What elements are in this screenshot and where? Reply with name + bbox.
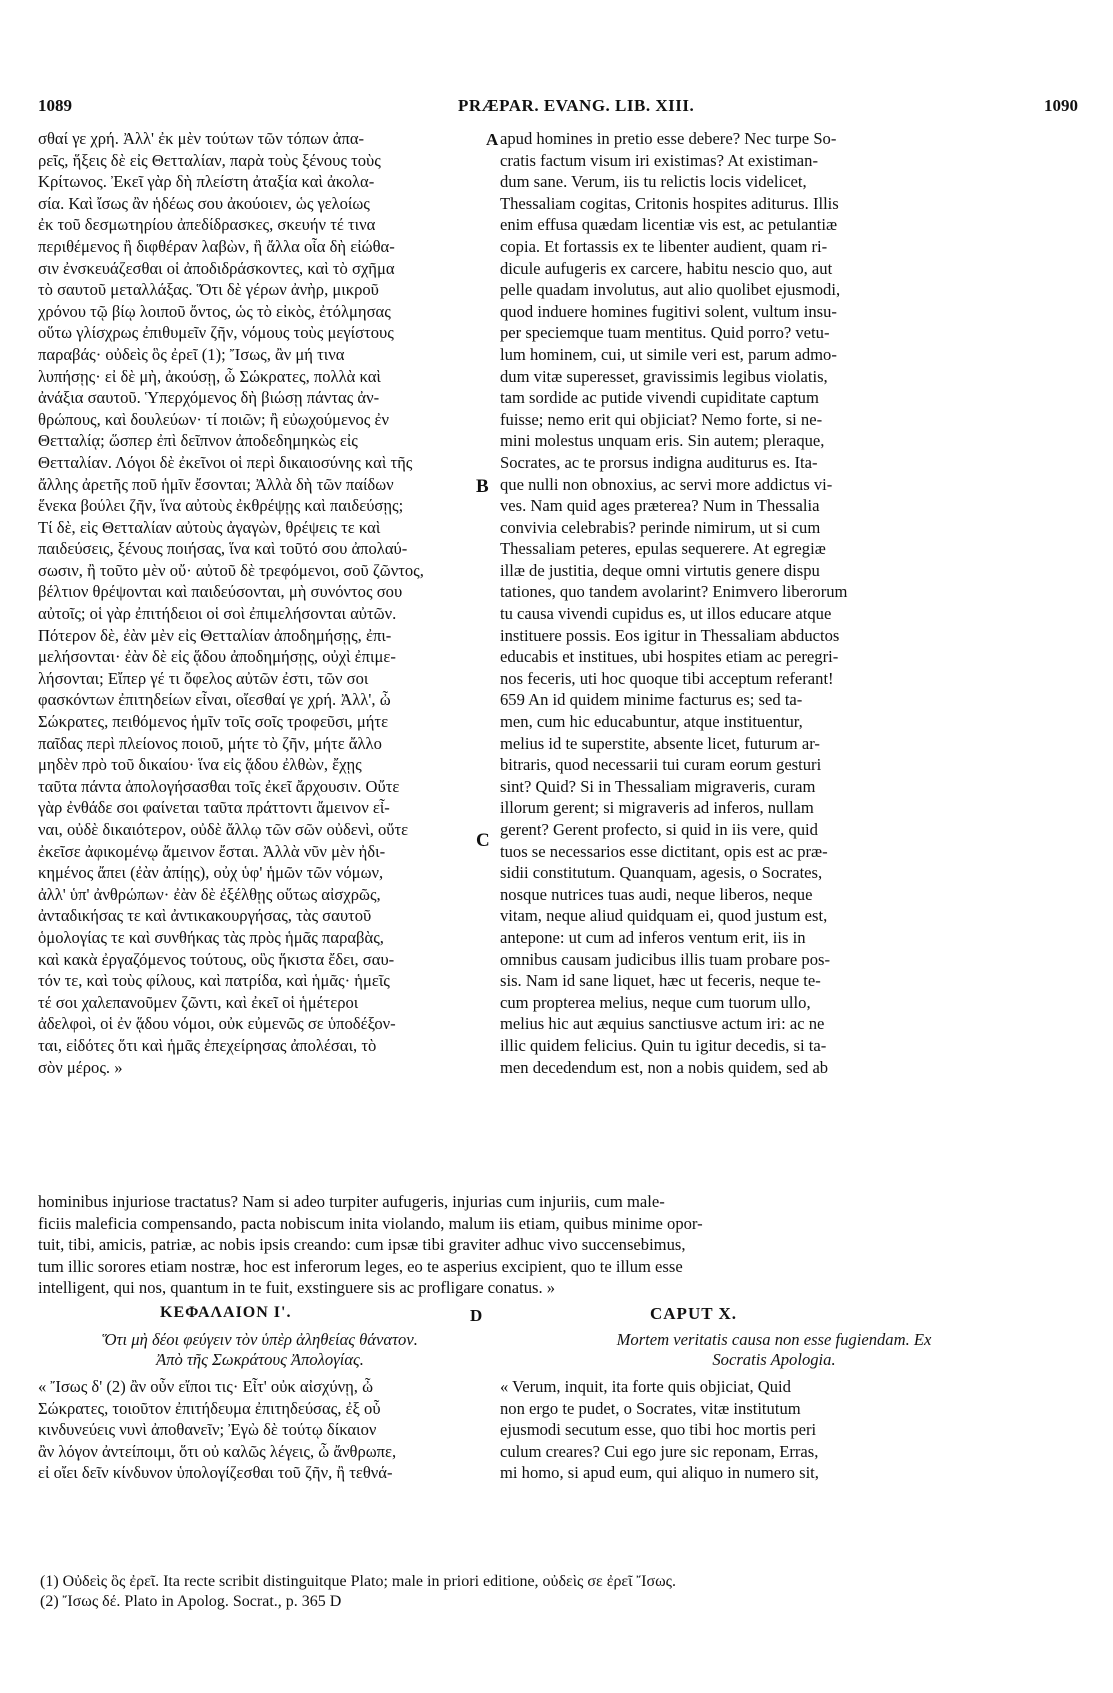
- latin-text-line: dum vitæ superesset, gravissimis legibus violatis,: [500, 366, 828, 386]
- greek-chapter-subtitle: [40, 1330, 480, 1370]
- greek-text-line: ἐκεῖσε ἀφικομένῳ ἄμεινον ἔσται. Ἀλλὰ νῦν μὲν ἠδι-: [38, 841, 386, 861]
- greek-text-line: « Ἴσως δ' (2) ἂν οὖν εἴποι τις· Εἶτ' οὐκ αἰσχύνῃ, ὦ: [38, 1377, 374, 1396]
- latin-text-line: sis. Nam id sane liquet, hæc ut feceris, neque te-: [500, 971, 821, 991]
- greek-text-line: τέ σοι χαλεπανοῦμεν ζῶντι, καὶ ἐκεῖ οἱ ἡμέτεροι: [38, 992, 359, 1012]
- latin-text-line: ejusmodi secutum esse, quo tibi hoc mortis peri: [500, 1420, 817, 1440]
- latin-text-line: hominibus injuriose tractatus? Nam si adeo turpiter aufugeris, injurias cum injuriis, cum male-: [38, 1192, 665, 1211]
- latin-text-line: men, cum hic educabuntur, atque instituentur,: [500, 712, 803, 732]
- latin-text-line: cum propterea melius, neque cum tuorum ullo,: [500, 992, 811, 1012]
- latin-text-line: lum hominem, cui, ut simile veri est, parum admo-: [500, 344, 837, 364]
- greek-text-line: σὸν μέρος. »: [38, 1057, 123, 1077]
- page-number-left: 1089: [38, 96, 72, 115]
- latin-text-line: sint? Quid? Si in Thessaliam migraveris, curam: [500, 776, 816, 796]
- latin-chapter-subtitle: [500, 1330, 1048, 1370]
- latin-text-line: bitraris, quod necessarii tui curam eorum gesturi: [500, 755, 822, 775]
- latin-text-line: fuisse; nemo erit qui objiciat? Nemo forte, si ne-: [500, 409, 823, 429]
- greek-subtitle-line: Ὅτι μὴ δέοι φεύγειν τὸν ὑπὲρ ἀληθείας θάνατον.: [102, 1330, 418, 1349]
- latin-text-line: gerent? Gerent profecto, si quid in iis vere, quid: [500, 820, 818, 839]
- latin-text-line: culum creares? Cui ego jure sic reponam, Erras,: [500, 1441, 819, 1461]
- latin-text-line: instituere possis. Eos igitur in Thessaliam abductos: [500, 625, 840, 645]
- greek-text-line: Πότερον δὲ, ἐὰν μὲν εἰς Θετταλίαν ἀποδημήσῃς, ἐπι-: [38, 625, 392, 645]
- latin-text-line: men decedendum est, non a nobis quidem, sed ab: [500, 1057, 829, 1077]
- greek-text-line: ἄλλης ἀρετῆς ποῦ ἡμῖν ἔσονται; Ἀλλὰ δὴ τῶν παίδων: [38, 474, 394, 494]
- greek-text-line: παιδεύσεις, ξένους ποιήσας, ἵνα καὶ τοῦτό σου ἀπολαύ-: [38, 539, 408, 559]
- greek-text-line: ναι, οὐδὲ δικαιότερον, οὐδὲ ἄλλῳ τῶν σῶν οὐδενὶ, οὔτε: [38, 820, 409, 839]
- greek-text-line: Θετταλίαν. Λόγοι δὲ ἐκεῖνοι οἱ περὶ δικαιοσύνης καὶ τῆς: [38, 452, 413, 472]
- latin-text-line: que nulli non obnoxius, ac servi more addictus vi-: [500, 474, 833, 494]
- latin-text-line: tum illic sorores etiam nostræ, hoc est inferorum leges, eo te asperius excipient, quo te illum esse: [38, 1256, 683, 1276]
- latin-text-line: convivia celebrabis? perinde nimirum, ut si cum: [500, 517, 821, 537]
- latin-text-line: ves. Nam quid ages præterea? Num in Thessalia: [500, 496, 820, 516]
- latin-text-line: apud homines in pretio esse debere? Nec turpe So-: [500, 129, 837, 148]
- latin-text-line: per speciemque tuam mentitus. Quid porro? vetu-: [500, 323, 830, 343]
- greek-text-line: περιθέμενος ἢ διφθέραν λαβὼν, ἢ ἄλλα οἷα δὴ εἰώθα-: [38, 236, 395, 256]
- latin-text-line: « Verum, inquit, ita forte quis objiciat, Quid: [500, 1377, 791, 1396]
- latin-text-line: melius hic aut æquius sanctiusve actum iri: ac ne: [500, 1014, 825, 1034]
- latin-text-line: non ergo te pudet, o Socrates, vitæ institutum: [500, 1398, 801, 1418]
- latin-text-line: vitam, neque aliud quidquam ei, quod justum est,: [500, 906, 828, 926]
- latin-text-line: mini molestus unquam eris. Sin autem; pleraque,: [500, 431, 825, 451]
- latin-text-line: tationes, quo tandem avolarint? Enimvero liberorum: [500, 582, 848, 602]
- latin-subtitle-line: Mortem veritatis causa non esse fugiendam. Ex: [616, 1330, 932, 1349]
- latin-text-line: Thessaliam cogitas, Critonis hospites aditurus. Illis: [500, 193, 839, 213]
- greek-column-chapter: [38, 1376, 484, 1484]
- section-marker-b: B: [476, 476, 489, 497]
- greek-text-line: ἂν λόγον ἀντείποιμι, ὅτι οὐ καλῶς λέγεις, ὦ ἄνθρωπε,: [38, 1441, 397, 1461]
- running-title: PRÆPAR. EVANG. LIB. XIII.: [458, 96, 695, 115]
- greek-column: [38, 128, 484, 1078]
- latin-text-line: antepone: ut cum ad inferos ventum erit, iis in: [500, 927, 806, 947]
- greek-text-line: ἀνταδικήσας τε καὶ ἀντικακουργήσας, τὰς σαυτοῦ: [38, 906, 372, 926]
- greek-text-line: εἰ οἴει δεῖν κίνδυνον ὑπολογίζεσθαι τοῦ ζῆν, ἢ τεθνά-: [38, 1463, 393, 1483]
- latin-subtitle-line: Socratis Apologia.: [712, 1350, 836, 1369]
- latin-text-line: tam sordide ac putide vivendi cupiditate captum: [500, 388, 819, 408]
- section-marker-c: C: [476, 830, 490, 851]
- greek-chapter-heading: ΚΕΦΑΛΑΙΟΝ Ι'.: [160, 1304, 292, 1321]
- greek-text-line: θρώπους, καὶ δουλεύων· τί ποιῶν; ἢ εὐωχούμενος ἐν: [38, 409, 389, 429]
- latin-text-line: nos feceris, uti hoc quoque tibi acceptum referant!: [500, 668, 834, 688]
- greek-text-line: Κρίτωνος. Ἐκεῖ γὰρ δὴ πλείστη ἀταξία καὶ ἀκολα-: [38, 172, 375, 192]
- latin-text-line: Thessaliam peteres, epulas sequerere. At egregiæ: [500, 539, 826, 559]
- greek-text-line: σία. Καὶ ἴσως ἂν ἡδέως σου ἀκούοιεν, ὡς γελοίως: [38, 193, 370, 213]
- greek-text-line: ἕνεκα βούλει ζῆν, ἵνα αὐτοὺς ἐκθρέψῃς καὶ παιδεύσῃς;: [38, 496, 404, 516]
- full-width-passage: [38, 1191, 1078, 1299]
- latin-column-chapter: [500, 1376, 1048, 1484]
- greek-text-line: λήσονται; Εἴπερ γέ τι ὄφελος αὐτῶν ἐστι, τῶν σοι: [38, 668, 369, 688]
- greek-text-line: σθαί γε χρή. Ἀλλ' ἐκ μὲν τούτων τῶν τόπων ἀπα-: [38, 129, 365, 148]
- greek-text-line: λυπήσῃς· εἰ δὲ μὴ, ἀκούσῃ, ὦ Σώκρατες, πολλὰ καὶ: [38, 366, 381, 386]
- latin-text-line: pelle quadam involutus, aut alio quolibet ejusmodi,: [500, 280, 841, 300]
- greek-text-line: μελήσονται· ἐὰν δὲ εἰς ᾅδου ἀποδημήσῃς, οὐχὶ ἐπιμε-: [38, 647, 396, 667]
- greek-text-line: Σώκρατες, τοιοῦτον ἐπιτήδευμα ἐπιτηδεύσας, ἐξ οὗ: [38, 1398, 381, 1418]
- greek-text-line: φασκόντων ἐπιτηδείων εἶναι, οἴεσθαί γε χρή. Ἀλλ', ὦ: [38, 690, 391, 710]
- greek-text-line: Σώκρατες, πειθόμενος ἡμῖν τοῖς σοῖς τροφεῦσι, μήτε: [38, 712, 389, 732]
- section-marker-d: D: [470, 1306, 483, 1325]
- latin-text-line: illorum gerent; si migraveris ad inferos, nullam: [500, 798, 814, 818]
- greek-text-line: τόν τε, καὶ τοὺς φίλους, καὶ πατρίδα, καὶ ἡμᾶς· ἡμεῖς: [38, 971, 390, 991]
- greek-text-line: Τί δὲ, εἰς Θετταλίαν αὐτοὺς ἀγαγὼν, θρέψεις τε καὶ: [38, 517, 381, 537]
- latin-text-line: illæ de justitia, deque omni virtutis genere dispu: [500, 560, 820, 580]
- greek-text-line: ται, εἰδότες ὅτι καὶ ἡμᾶς ἐπεχείρησας ἀπολέσαι, τὸ: [38, 1035, 377, 1055]
- greek-text-line: χρόνου τῷ βίῳ λοιποῦ ὄντος, ὡς τὸ εἰκὸς, ἐτόλμησας: [38, 301, 391, 321]
- greek-text-line: τὸ σαυτοῦ μεταλλάξας. Ὅτι δὲ γέρων ἀνὴρ, μικροῦ: [38, 280, 379, 300]
- greek-text-line: Θετταλίᾳ; ὥσπερ ἐπὶ δεῖπνον ἀποδεδημηκὼς εἰς: [38, 431, 358, 451]
- greek-text-line: ἐκ τοῦ δεσμωτηρίου ἀπεδίδρασκες, σκευήν τέ τινα: [38, 215, 376, 235]
- running-header: [38, 96, 1078, 120]
- latin-chapter-heading: CAPUT X.: [650, 1304, 738, 1323]
- greek-text-line: παῖδας περὶ πλείονος ποιοῦ, μήτε τὸ ζῆν, μήτε ἄλλο: [38, 733, 382, 753]
- latin-text-line: cratis factum visum iri existimas? At existiman-: [500, 150, 818, 170]
- greek-text-line: ρεῖς, ἥξεις δὲ εἰς Θετταλίαν, παρὰ τοὺς ξένους τοὺς: [38, 150, 381, 170]
- greek-text-line: ταῦτα πάντα ἀπολογήσασθαι τοῖς ἐκεῖ ἄρχουσιν. Οὔτε: [38, 776, 400, 796]
- greek-text-line: γὰρ ἐνθάδε σοι φαίνεται ταῦτα πράττοντι ἄμεινον εἶ-: [38, 798, 390, 818]
- latin-text-line: copia. Et fortassis ex te libenter audient, quam ri-: [500, 236, 828, 256]
- latin-text-line: illic quidem felicius. Quin tu igitur decedis, si ta-: [500, 1035, 827, 1055]
- latin-text-line: intelligent, qui nos, quantum in te fuit, exstinguere sis ac profligare conatus. »: [38, 1278, 556, 1298]
- footnote-line: (1) Οὐδεὶς ὃς ἐρεῖ. Ita recte scribit distinguitque Plato; male in priori editione, οὐδεὶς σε ἐρεῖ Ἴσως.: [40, 1573, 676, 1590]
- latin-text-line: sidii constitutum. Quanquam, agesis, o Socrates,: [500, 863, 823, 883]
- greek-text-line: βέλτιον θρέψονται καὶ παιδεύσονται, μὴ συνόντος σου: [38, 582, 403, 602]
- latin-text-line: mi homo, si apud eum, qui aliquo in numero sit,: [500, 1463, 819, 1483]
- latin-text-line: nosque nutrices tuas audi, neque liberos, neque: [500, 884, 813, 904]
- latin-text-line: educabis et institues, ubi hospites etiam ac peregri-: [500, 647, 839, 667]
- page-number-right: 1090: [1044, 96, 1078, 115]
- latin-text-line: tuos se necessarios esse dictitant, opis est ac præ-: [500, 841, 828, 861]
- latin-text-line: melius id te superstite, absente licet, futurum ar-: [500, 733, 820, 753]
- greek-text-line: ἀλλ' ὑπ' ἀνθρώπων· ἐὰν δὲ ἐξέλθῃς οὕτως αἰσχρῶς,: [38, 884, 381, 904]
- latin-text-line: dicule aufugeris ex carcere, habitu nescio quo, aut: [500, 258, 833, 278]
- greek-text-line: ἀνάξια σαυτοῦ. Ὑπερχόμενος δὴ βιώσῃ πάντας ἀν-: [38, 388, 380, 408]
- greek-text-line: σωσιν, ἢ τοῦτο μὲν οὔ· αὐτοῦ δὲ τρεφόμενοι, σοῦ ζῶντος,: [38, 560, 424, 580]
- latin-text-line: Socrates, ac te prorsus indigna auditurus es. Ita-: [500, 452, 818, 472]
- greek-text-line: κημένος ἄπει (ἐὰν ἀπίῃς), οὐχ ὑφ' ἡμῶν τῶν νόμων,: [38, 863, 384, 883]
- footnote-line: (2) Ἴσως δέ. Plato in Apolog. Socrat., p. 365 D: [40, 1593, 342, 1610]
- latin-column: [500, 128, 1048, 1078]
- latin-text-line: tuit, tibi, amicis, patriæ, ac nobis ipsis creando: cum ipsæ tibi graviter adhuc vivo succensebimus,: [38, 1235, 686, 1255]
- section-marker-a: A: [486, 130, 499, 149]
- latin-text-line: 659 An id quidem minime facturus es; sed ta-: [500, 690, 803, 710]
- latin-text-line: dum sane. Verum, iis tu relictis locis videlicet,: [500, 172, 807, 192]
- greek-text-line: καὶ κακὰ ἐργαζόμενος τούτους, οὓς ἥκιστα ἔδει, σαυ-: [38, 949, 395, 969]
- greek-text-line: ἀδελφοὶ, οἱ ἐν ᾅδου νόμοι, οὐκ εὐμενῶς σε ὑποδέξον-: [38, 1014, 396, 1034]
- greek-text-line: οὕτω γλίσχρως ἐπιθυμεῖν ζῆν, νόμους τοὺς μεγίστους: [38, 323, 394, 343]
- greek-text-line: μηδὲν πρὸ τοῦ δικαίου· ἵνα εἰς ᾅδου ἐλθὼν, ἔχῃς: [38, 755, 362, 775]
- latin-text-line: enim effusa quædam licentiæ vis est, ac petulantiæ: [500, 215, 838, 235]
- greek-text-line: ὁμολογίας τε καὶ συνθήκας τὰς πρὸς ἡμᾶς παραβὰς,: [38, 927, 384, 947]
- greek-text-line: σιν ἐνσκευάζεσθαι οἱ ἀποδιδράσκοντες, καὶ τὸ σχῆμα: [38, 258, 395, 278]
- latin-text-line: omnibus causam judicibus illis tuam probare pos-: [500, 949, 830, 969]
- latin-text-line: tu causa vivendi cupidus es, ut illos educare atque: [500, 604, 832, 624]
- greek-subtitle-line: Ἀπὸ τῆς Σωκράτους Ἀπολογίας.: [156, 1350, 364, 1369]
- latin-text-line: quod induere homines fugitivi solent, vultum insu-: [500, 301, 837, 321]
- greek-text-line: κινδυνεύεις νυνὶ ἀποθανεῖν; Ἐγὼ δὲ τούτῳ δίκαιον: [38, 1420, 377, 1440]
- greek-text-line: αὐτοῖς; οἱ γὰρ ἐπιτήδειοι οἱ σοὶ ἐπιμελήσονται αὐτῶν.: [38, 604, 397, 624]
- footnotes: [40, 1572, 1080, 1612]
- latin-text-line: ficiis maleficia compensando, pacta nobiscum inita violando, malum iis etiam, quibus minime opor-: [38, 1213, 703, 1233]
- greek-text-line: παραβάς· οὐδεὶς ὃς ἐρεῖ (1); Ἴσως, ἂν μή τινα: [38, 344, 345, 364]
